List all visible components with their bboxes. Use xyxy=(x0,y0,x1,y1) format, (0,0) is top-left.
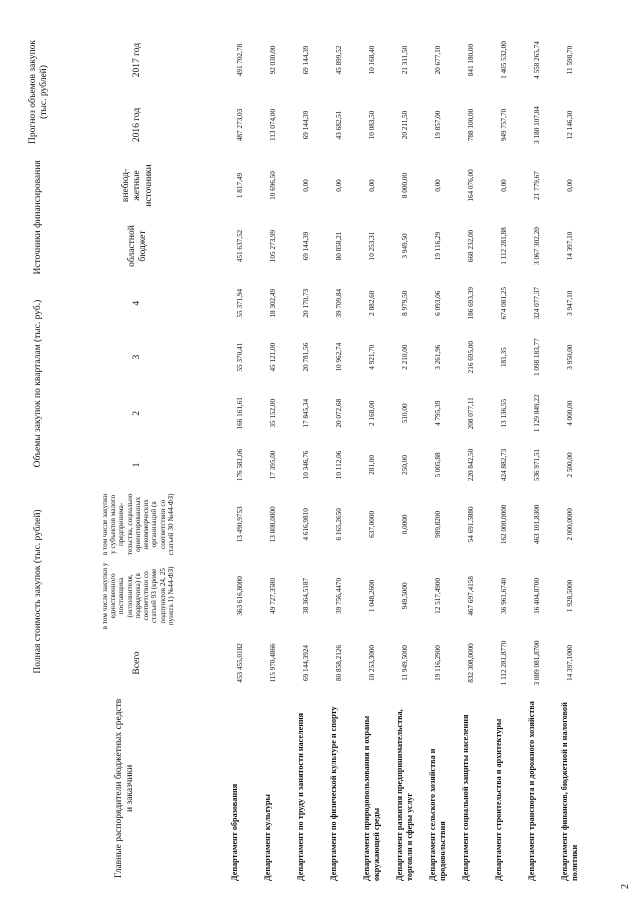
q1-cell: 17 395,00 xyxy=(269,450,278,480)
header-extrabudget: внебюд-жетные источники xyxy=(120,164,154,207)
y2016-cell: 113 074,00 xyxy=(269,108,278,142)
table-row xyxy=(554,27,587,883)
total-cell: 14 397,1000 xyxy=(566,645,575,681)
dept-name: Департамент транспорта и дорожного хозяйства xyxy=(527,701,536,881)
q3-cell: 2 210,00 xyxy=(401,344,410,370)
q2-cell: 4 795,39 xyxy=(434,400,443,426)
small-cell: 4 616,9810 xyxy=(302,508,311,541)
y2016-cell: 69 144,39 xyxy=(302,110,311,140)
y2017-cell: 69 144,39 xyxy=(302,45,311,75)
total-cell: 69 144,3924 xyxy=(302,645,311,681)
q4-cell: 55 371,94 xyxy=(236,288,245,318)
dept-name: Департамент по труду и занятости населения xyxy=(296,712,305,881)
q4-cell: 20 170,73 xyxy=(302,288,311,318)
total-cell: 453 455,0182 xyxy=(236,643,245,683)
region-cell: 668 232,00 xyxy=(467,229,476,263)
header-total-cost: Полная стоимость закупок (тыс. рублей) xyxy=(33,509,44,674)
y2016-cell: 20 211,50 xyxy=(401,110,410,140)
y2016-cell: 43 682,51 xyxy=(335,110,344,140)
small-cell: 162 000,0000 xyxy=(500,504,509,545)
q2-cell: 166 161,61 xyxy=(236,397,245,430)
region-cell: 3 067 302,20 xyxy=(533,227,542,265)
page-number: 2 xyxy=(620,884,631,889)
table-row xyxy=(422,27,455,883)
single-cell: 36 961,6740 xyxy=(500,577,509,614)
q1-cell: 250,00 xyxy=(401,455,410,475)
q2-cell: 208 077,11 xyxy=(467,397,476,430)
region-cell: 69 144,39 xyxy=(302,231,311,261)
table-row xyxy=(323,27,356,883)
region-cell: 1 112 281,88 xyxy=(500,227,509,265)
q4-cell: 324 077,37 xyxy=(533,287,542,320)
header-quarterly: Объемы закупок по кварталам (тыс. руб.) xyxy=(33,299,44,468)
small-cell: 13 808,0000 xyxy=(269,506,278,543)
extra-cell: 0,00 xyxy=(566,179,575,192)
q3-cell: 1 098 183,77 xyxy=(533,338,542,377)
q4-cell: 39 709,84 xyxy=(335,288,344,318)
q1-cell: 176 581,06 xyxy=(236,448,245,482)
q4-cell: 18 302,49 xyxy=(269,288,278,318)
dept-name: Департамент сельского хозяйства и продовольствия xyxy=(428,748,447,881)
extra-cell: 8 000,00 xyxy=(401,172,410,199)
header-total: Всего xyxy=(132,651,143,675)
q2-cell: 17 845,34 xyxy=(302,398,311,428)
y2017-cell: 1 405 532,00 xyxy=(500,41,509,79)
table-row xyxy=(356,27,389,883)
y2016-cell: 487 273,03 xyxy=(236,108,245,142)
single-cell: 467 697,4158 xyxy=(467,576,476,616)
table-row xyxy=(455,27,488,883)
header-2017: 2017 год xyxy=(132,42,143,78)
header-small-business: в том числе закупки у субъектов малого предпринима-тельства, социально ориентированных некоммерческих организаций (в соответствии со статьей 30 №44-ФЗ) xyxy=(100,493,175,556)
table-row xyxy=(488,27,521,883)
q3-cell: 181,35 xyxy=(500,347,509,368)
q2-cell: 1 129 849,22 xyxy=(533,394,542,433)
header-2016: 2016 год xyxy=(132,107,143,143)
dept-name: Департамент строительства и архитектуры xyxy=(494,718,503,881)
q3-cell: 55 370,41 xyxy=(236,342,245,372)
q2-cell: 4 000,00 xyxy=(566,400,575,426)
y2016-cell: 12 146,30 xyxy=(566,110,575,140)
q4-cell: 6 093,06 xyxy=(434,290,443,316)
q1-cell: 536 971,51 xyxy=(533,448,542,482)
extra-cell: 0,00 xyxy=(302,179,311,192)
extra-cell: 0,00 xyxy=(500,179,509,192)
small-cell: 6 165,2650 xyxy=(335,508,344,541)
table-row xyxy=(257,27,290,883)
single-cell: 1 048,2600 xyxy=(368,579,377,613)
q4-cell: 3 947,10 xyxy=(566,290,575,316)
single-cell: 949,5000 xyxy=(401,582,410,610)
q3-cell: 10 962,74 xyxy=(335,342,344,372)
dept-name: Департамент природопользования и охраны окружающей среды xyxy=(362,715,381,881)
dept-name: Департамент социальной защиты населения xyxy=(461,714,470,881)
q4-cell: 8 979,50 xyxy=(401,290,410,316)
table-row xyxy=(290,27,323,883)
q3-cell: 3 261,96 xyxy=(434,344,443,370)
small-cell: 989,8200 xyxy=(434,510,443,538)
dept-name: Департамент образования xyxy=(230,783,239,881)
q1-cell: 424 882,73 xyxy=(500,448,509,482)
region-cell: 80 858,21 xyxy=(335,231,344,261)
total-cell: 10 253,3000 xyxy=(368,645,377,681)
total-cell: 80 858,2126 xyxy=(335,645,344,681)
y2017-cell: 92 030,00 xyxy=(269,45,278,75)
y2016-cell: 788 100,00 xyxy=(467,108,476,142)
header-dept: Главные распорядители бюджетных средств и заказчики xyxy=(113,698,135,879)
extra-cell: 1 817,49 xyxy=(236,172,245,199)
q2-cell: 20 072,68 xyxy=(335,398,344,428)
total-cell: 115 970,4866 xyxy=(269,643,278,683)
extra-cell: 0,00 xyxy=(335,179,344,192)
extra-cell: 21 779,67 xyxy=(533,171,542,200)
table-row xyxy=(389,27,422,883)
dept-name: Департамент культуры xyxy=(263,794,272,881)
single-cell: 16 404,8700 xyxy=(533,577,542,614)
q2-cell: 2 168,00 xyxy=(368,400,377,426)
header-single-supplier: в том числе закупки у единственного поставщика (исполнителя, подрядчика) (в соответствии со статьей 93 (кроме подпунктов 24, 25 пункта 1) №44-ФЗ) xyxy=(100,562,175,630)
extra-cell: 0,00 xyxy=(368,179,377,192)
small-cell: 54 691,5880 xyxy=(467,506,476,543)
y2017-cell: 21 311,50 xyxy=(401,45,410,75)
q1-cell: 220 842,50 xyxy=(467,448,476,482)
y2017-cell: 45 899,52 xyxy=(335,45,344,75)
header-forecast: Прогноз объемов закупок (тыс. рублей) xyxy=(27,39,49,144)
table-row xyxy=(224,27,257,883)
single-cell: 12 517,4900 xyxy=(434,577,443,614)
y2016-cell: 949 757,70 xyxy=(500,108,509,142)
small-cell: 463 101,8300 xyxy=(533,504,542,545)
y2016-cell: 3 180 107,84 xyxy=(533,106,542,144)
total-cell: 832 308,0000 xyxy=(467,643,476,683)
total-cell: 19 116,2900 xyxy=(434,645,443,681)
region-cell: 14 397,10 xyxy=(566,231,575,261)
header-sources: Источники финансирования xyxy=(33,160,44,275)
total-cell: 3 089 081,8700 xyxy=(533,640,542,686)
q3-cell: 20 781,56 xyxy=(302,342,311,372)
y2017-cell: 841 180,00 xyxy=(467,43,476,77)
q2-cell: 510,00 xyxy=(401,403,410,424)
q4-cell: 2 882,60 xyxy=(368,290,377,316)
q1-cell: 2 500,00 xyxy=(566,452,575,478)
y2016-cell: 19 857,00 xyxy=(434,110,443,140)
region-cell: 3 949,50 xyxy=(401,233,410,259)
header-q1: 1 xyxy=(132,462,143,468)
small-cell: 13 490,9753 xyxy=(236,506,245,543)
procurement-table xyxy=(26,27,587,883)
small-cell: 2 000,0000 xyxy=(566,508,575,541)
small-cell: 0,0000 xyxy=(401,514,410,535)
y2017-cell: 20 677,10 xyxy=(434,45,443,75)
y2016-cell: 10 083,50 xyxy=(368,110,377,140)
small-cell: 637,0000 xyxy=(368,510,377,538)
dept-name: Департамент развития предпринимательства, торговли и сферы услуг xyxy=(395,709,414,881)
header-regional-budget: областной бюджет xyxy=(126,225,148,267)
table-row xyxy=(521,27,554,883)
single-cell: 49 727,3580 xyxy=(269,577,278,614)
q3-cell: 216 695,00 xyxy=(467,341,476,374)
extra-cell: 10 696,50 xyxy=(269,171,278,200)
y2017-cell: 10 168,40 xyxy=(368,45,377,75)
y2017-cell: 11 598,70 xyxy=(566,45,575,75)
header-q2: 2 xyxy=(132,410,143,416)
q3-cell: 3 950,00 xyxy=(566,344,575,370)
q1-cell: 10 112,06 xyxy=(335,450,344,480)
q4-cell: 186 693,39 xyxy=(467,287,476,320)
q2-cell: 35 152,00 xyxy=(269,398,278,428)
q3-cell: 4 921,70 xyxy=(368,344,377,370)
q2-cell: 13 136,55 xyxy=(500,398,509,428)
q4-cell: 674 081,25 xyxy=(500,287,509,320)
region-cell: 451 637,52 xyxy=(236,229,245,263)
q3-cell: 45 121,00 xyxy=(269,342,278,372)
single-cell: 363 616,8000 xyxy=(236,576,245,616)
table-header xyxy=(26,27,224,883)
q1-cell: 281,00 xyxy=(368,455,377,475)
extra-cell: 164 076,00 xyxy=(467,169,476,202)
total-cell: 1 112 281,8770 xyxy=(500,640,509,686)
y2017-cell: 491 702,78 xyxy=(236,43,245,77)
region-cell: 10 253,31 xyxy=(368,231,377,261)
q1-cell: 5 005,88 xyxy=(434,452,443,478)
region-cell: 105 273,99 xyxy=(269,229,278,263)
dept-name: Департамент финансов, бюджетной и налоговой политики xyxy=(560,702,579,881)
table-body xyxy=(224,27,587,883)
region-cell: 19 116,29 xyxy=(434,231,443,261)
total-cell: 11 949,5000 xyxy=(401,645,410,681)
single-cell: 39 756,4470 xyxy=(335,577,344,614)
single-cell: 38 364,5187 xyxy=(302,577,311,614)
header-q4: 4 xyxy=(132,300,143,306)
single-cell: 1 928,5000 xyxy=(566,579,575,613)
y2017-cell: 4 558 265,74 xyxy=(533,41,542,79)
dept-name: Департамент по физической культуре и спорту xyxy=(329,706,338,881)
header-q3: 3 xyxy=(132,354,143,360)
extra-cell: 0,00 xyxy=(434,179,443,192)
q1-cell: 10 346,76 xyxy=(302,450,311,480)
